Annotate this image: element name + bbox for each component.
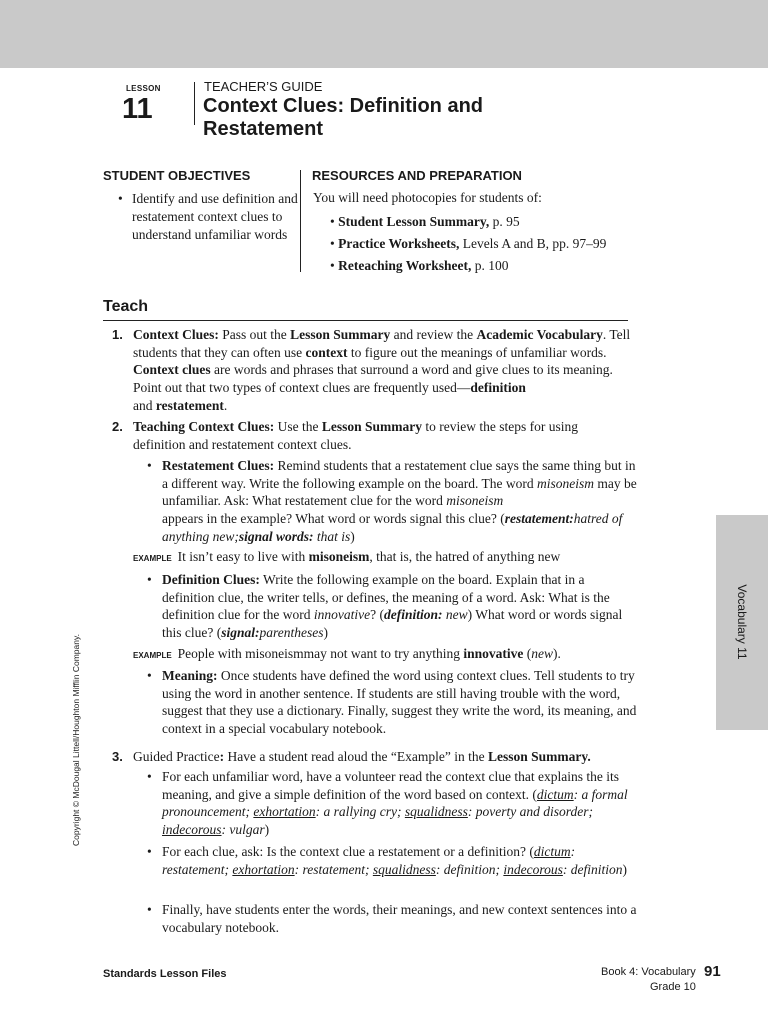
title-line-2: Restatement	[203, 118, 324, 140]
bullet: •	[147, 458, 152, 473]
bullet-text: For each clue, ask: Is the context clue a restatement or a definition? (dictum: restatement; exhortation: restatement; squalidness: definition; indecorous: definition)	[162, 844, 627, 877]
bullet-restatement	[147, 457, 637, 546]
bullet: •	[147, 668, 152, 683]
bullet: •	[118, 191, 123, 206]
top-banner	[0, 0, 768, 68]
resources-list	[330, 211, 606, 277]
bullet-definition	[147, 571, 637, 642]
resource-pages: p. 100	[471, 258, 509, 273]
bullet-text: Definition Clues: Write the following example on the board. Explain that in a definition clue, the writer tells, or defines, the meaning of a word. Ask: What is the definition clue for the word innovative? (definition: new) What word or words signal this clue? (signal:parentheses)	[162, 572, 623, 641]
column-divider	[300, 170, 301, 272]
resource-name: Reteaching Worksheet,	[338, 258, 472, 273]
bullet: •	[147, 902, 152, 917]
step-3	[112, 748, 632, 766]
footer-collection: Standards Lesson Files	[103, 968, 227, 980]
bullet-classify-clues	[147, 843, 637, 878]
copyright-notice: Copyright © McDougal Littell/Houghton Mifflin Company.	[71, 634, 81, 846]
bullet-text: Meaning: Once students have defined the word using context clues. Tell students to try using the word in another sentence. If students are still having trouble with the word, suggest that they use a dictionary. Finally, suggest they write the word, its meaning, and context in a special vocabulary notebook.	[162, 668, 637, 737]
lesson-number: 11	[122, 93, 153, 125]
resource-name: Practice Worksheets,	[338, 236, 460, 251]
bullet-text: Finally, have students enter the words, their meanings, and new context sentences into a vocabulary notebook.	[162, 902, 637, 935]
header-divider	[194, 82, 195, 125]
resources-item: • Practice Worksheets, Levels A and B, pp. 97–99	[330, 236, 607, 251]
resource-name: Student Lesson Summary,	[338, 214, 490, 229]
section-tab-label: Vocabulary 11	[735, 584, 749, 660]
objectives-heading: STUDENT OBJECTIVES	[103, 168, 251, 183]
guide-label: TEACHER’S GUIDE	[204, 79, 323, 94]
page-title	[203, 95, 603, 141]
example-2: EXAMPLE People with misoneismmay not want to try anything innovative (new).	[133, 646, 561, 661]
bullet-define-words	[147, 768, 637, 839]
resources-item: • Reteaching Worksheet, p. 100	[330, 258, 509, 273]
step-number: 1.	[112, 327, 123, 342]
bullet: •	[147, 844, 152, 859]
step-text: Guided Practice: Have a student read aloud the “Example” in the Lesson Summary.	[133, 749, 591, 764]
page-number: 91	[704, 963, 721, 980]
resource-pages: Levels A and B, pp. 97–99	[459, 236, 607, 251]
step-number: 2.	[112, 419, 123, 434]
example-tag: EXAMPLE	[133, 651, 172, 660]
resources-item: • Student Lesson Summary, p. 95	[330, 214, 520, 229]
bullet-text: Restatement Clues: Remind students that a restatement clue says the same thing but in a different way. Write the following example on the board. The word misoneism may be unfamiliar. Ask: What restatement clue for the word misoneism appears in the example? What word or words signal this clue? (restatement:hatred of anything new;signal words: that is)	[162, 458, 637, 544]
teach-rule	[103, 320, 628, 321]
bullet: •	[147, 769, 152, 784]
objectives-item	[118, 190, 298, 244]
title-line-1: Context Clues: Definition and	[203, 95, 483, 117]
resources-intro: You will need photocopies for students of:	[313, 190, 542, 205]
step-number: 3.	[112, 749, 123, 764]
step-text: Context Clues: Pass out the Lesson Summary and review the Academic Vocabulary. Tell students that they can often use context to figure out the meanings of unfamiliar words. Context clues are words and phrases that surround a word and give clues to its meaning. Point out that two types of context clues are frequently used—definition and restatement.	[133, 327, 631, 413]
step-2	[112, 418, 632, 453]
bullet: •	[147, 572, 152, 587]
bullet-meaning	[147, 667, 637, 738]
footer-book: Book 4: Vocabulary	[601, 966, 696, 978]
step-1	[112, 326, 632, 415]
step-text: Teaching Context Clues: Use the Lesson Summary to review the steps for using definition and restatement context clues.	[133, 419, 578, 452]
example-1: EXAMPLE It isn’t easy to live with misoneism, that is, the hatred of anything new	[133, 549, 561, 564]
bullet-notebook	[147, 901, 637, 936]
objectives-text: Identify and use definition and restatement context clues to understand unfamiliar words	[132, 191, 298, 242]
footer-grade: Grade 10	[650, 981, 696, 993]
resource-pages: p. 95	[489, 214, 520, 229]
bullet-text: For each unfamiliar word, have a volunteer read the context clue that explains the its meaning, and give a simple definition of the word based on context. (dictum: a formal pronouncement; exhortation: a rallying cry; squalidness: poverty and disorder; indecorous: vulgar)	[162, 769, 628, 838]
lesson-label: LESSON	[126, 84, 161, 93]
resources-heading: RESOURCES AND PREPARATION	[312, 168, 522, 183]
example-tag: EXAMPLE	[133, 554, 172, 563]
teach-heading: Teach	[103, 298, 149, 315]
